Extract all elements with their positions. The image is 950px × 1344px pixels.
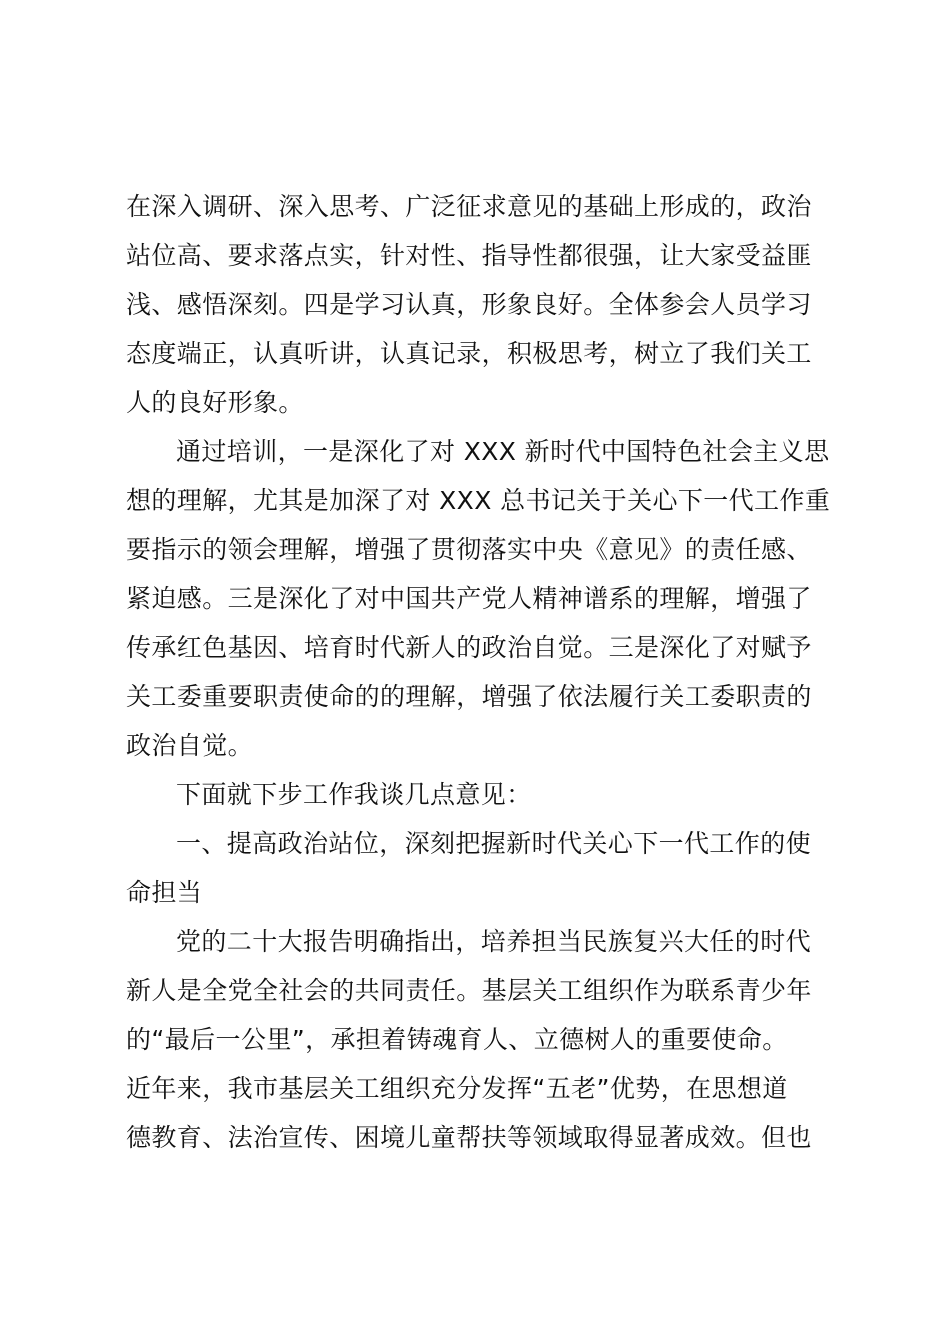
paragraph-line: 人的良好形象。	[126, 388, 304, 417]
paragraph-line: 的“最后一公里”，承担着铸魂育人、立德树人的重要使命。	[126, 1025, 788, 1054]
paragraph-line: 德教育、法治宣传、困境儿童帮扶等领域取得显著成效。但也	[126, 1123, 812, 1152]
paragraph-line: 站位高、要求落点实，针对性、指导性都很强，让大家受益匪	[126, 241, 812, 270]
paragraph-line: 关工委重要职责使命的的理解，增强了依法履行关工委职责的	[126, 682, 812, 711]
paragraph-line: 要指示的领会理解，增强了贯彻落实中央《意见》的责任感、	[126, 535, 812, 564]
paragraph-line: 想的理解，尤其是加深了对 XXX 总书记关于关心下一代工作重	[126, 486, 831, 515]
paragraph-line: 近年来，我市基层关工组织充分发挥“五老”优势，在思想道	[126, 1074, 788, 1103]
paragraph-line: 党的二十大报告明确指出，培养担当民族复兴大任的时代	[176, 927, 812, 956]
section-heading: 一、提高政治站位，深刻把握新时代关心下一代工作的使	[176, 829, 812, 858]
paragraph-line: 浅、感悟深刻。四是学习认真，形象良好。全体参会人员学习	[126, 290, 812, 319]
paragraph-line: 传承红色基因、培育时代新人的政治自觉。三是深化了对赋予	[126, 633, 812, 662]
paragraph-line: 下面就下步工作我谈几点意见：	[176, 780, 532, 809]
paragraph-line: 新人是全党全社会的共同责任。基层关工组织作为联系青少年	[126, 976, 812, 1005]
paragraph-line: 政治自觉。	[126, 731, 254, 760]
paragraph-line: 通过培训，一是深化了对 XXX 新时代中国特色社会主义思	[176, 437, 830, 466]
paragraph-line: 态度端正，认真听讲，认真记录，积极思考，树立了我们关工	[126, 339, 812, 368]
paragraph-line: 在深入调研、深入思考、广泛征求意见的基础上形成的，政治	[126, 192, 812, 221]
paragraph-line: 紧迫感。三是深化了对中国共产党人精神谱系的理解，增强了	[126, 584, 812, 613]
section-heading: 命担当	[126, 878, 203, 907]
